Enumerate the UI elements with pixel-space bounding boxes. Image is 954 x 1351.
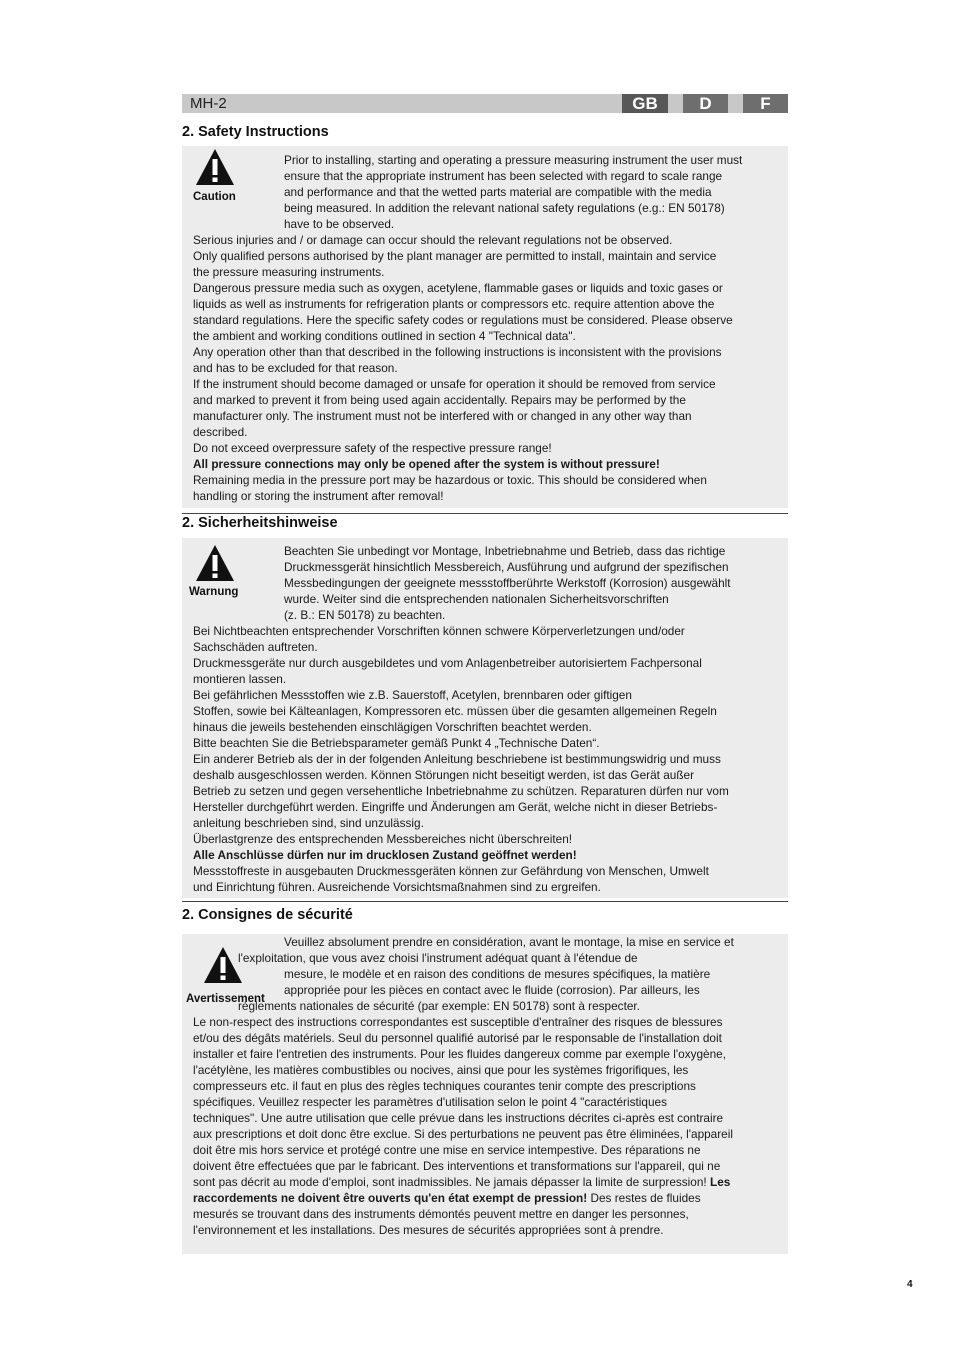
consignes-intro-3 [284, 966, 710, 998]
consignes-intro-2 [238, 950, 638, 966]
text-line: Any operation other than that described in the following instructions is inconsistent with the provisions [193, 345, 722, 359]
language-tab-f[interactable]: F [743, 94, 788, 113]
text-segment: sont pas décrit au mode d'emploi, sont inadmissibles. Ne jamais dépasser la limite de surpression! [193, 1175, 710, 1189]
text-line: Beachten Sie unbedingt vor Montage, Inbetriebnahme und Betrieb, dass das richtige [284, 544, 726, 558]
text-line: doivent être effectuées que par le fabricant. Des interventions et transformations sur l'appareil, qui ne [193, 1159, 721, 1173]
text-line: Bei Nichtbeachten entsprechender Vorschriften können schwere Körperverletzungen und/oder [193, 624, 685, 638]
text-line: aux prescriptions et doit donc être exclue. Si des perturbations ne peuvent pas être éliminées, l'appareil [193, 1127, 733, 1141]
bold-warning-line: Alle Anschlüsse dürfen nur im drucklosen Zustand geöffnet werden! [193, 848, 577, 862]
text-line: Messbedingungen der geeignete messstoffberührte Werkstoff (Korrosion) ausgewählt [284, 576, 731, 590]
mixed-text-line [193, 1174, 733, 1190]
text-line: (z. B.: EN 50178) zu beachten. [284, 608, 446, 622]
safety-body [193, 232, 733, 504]
text-line: montieren lassen. [193, 672, 287, 686]
text-line: and has to be excluded for that reason. [193, 361, 398, 375]
text-line: Stoffen, sowie bei Kälteanlagen, Kompressoren etc. müssen über die gesamten allgemeinen Regeln [193, 704, 717, 718]
text-line: Betrieb zu setzen und gegen versehentliche Inbetriebnahme zu schützen. Reparaturen dürfen nur vom [193, 784, 729, 798]
page-number: 4 [907, 1279, 913, 1290]
text-line: the pressure measuring instruments. [193, 265, 385, 279]
text-line: deshalb ausgeschlossen werden. Können Störungen nicht beseitigt werden, ist das Gerät außer [193, 768, 695, 782]
bold-warning-line: All pressure connections may only be opened after the system is without pressure! [193, 457, 660, 471]
language-tab-gb[interactable]: GB [622, 94, 668, 113]
text-line: l'environnement et les installations. Des mesures de sécurités appropriées sont à prendre. [193, 1223, 664, 1237]
text-line: Le non-respect des instructions correspondantes est susceptible d'entraîner des risques de blessures [193, 1015, 723, 1029]
text-line: the ambient and working conditions outlined in section 4 "Technical data". [193, 329, 576, 343]
section-title-sicherheitshinweise: 2. Sicherheitshinweise [182, 515, 338, 531]
text-line: mesurés se trouvant dans des instruments démontés peuvent mettre en danger les personnes, [193, 1207, 689, 1221]
text-line: Remaining media in the pressure port may be hazardous or toxic. This should be considered when [193, 473, 707, 487]
text-line: spécifiques. Veuillez respecter les paramètres d'utilisation selon le point 4 "caractéristiques [193, 1095, 667, 1109]
text-line: l'exploitation, que vous avez choisi l'instrument adéquat quant à l'étendue de [238, 951, 638, 965]
consignes-body [193, 1014, 733, 1238]
text-line: Bei gefährlichen Messstoffen wie z.B. Sauerstoff, Acetylen, brennbaren oder giftigen [193, 688, 632, 702]
text-line: If the instrument should become damaged or unsafe for operation it should be removed from service [193, 377, 716, 391]
section-divider [182, 901, 788, 902]
section-title-safety: 2. Safety Instructions [182, 124, 329, 140]
safety-intro [284, 152, 742, 232]
text-line: handling or storing the instrument after removal! [193, 489, 444, 503]
text-line: réglements nationales de sécurité (par exemple: EN 50178) sont à respecter. [238, 999, 640, 1013]
text-line: have to be observed. [284, 217, 395, 231]
text-line: Druckmessgeräte nur durch ausgebildetes und vom Anlagenbetreiber autorisiertem Fachpersonal [193, 656, 702, 670]
text-line: et/ou des dégâts matériels. Seul du personnel qualifié autorisé par le responsable de l'installation doit [193, 1031, 722, 1045]
mixed-text-line [193, 1190, 733, 1206]
language-tab-d[interactable]: D [683, 94, 728, 113]
text-line: and performance and that the wetted parts material are compatible with the media [284, 185, 712, 199]
text-line: wurde. Weiter sind die entsprechenden nationalen Sicherheitsvorschriften [284, 592, 669, 606]
text-line: hinaus die jeweils bestehenden einschlägigen Vorschriften beachtet werden. [193, 720, 592, 734]
text-line: being measured. In addition the relevant national safety regulations (e.g.: EN 50178) [284, 201, 725, 215]
text-line: manufacturer only. The instrument must not be interfered with or changed in any other way than [193, 409, 692, 423]
text-line: Hersteller durchgeführt werden. Eingriffe und Änderungen am Gerät, welche nicht in dieser Betriebs- [193, 800, 718, 814]
text-line: Prior to installing, starting and operating a pressure measuring instrument the user must [284, 153, 743, 167]
text-line: liquids as well as instruments for refrigeration plants or compressors etc. require attention above the [193, 297, 715, 311]
section-title-consignes: 2. Consignes de sécurité [182, 907, 353, 923]
text-line: Dangerous pressure media such as oxygen, acetylene, flammable gases or liquids and toxic gases or [193, 281, 723, 295]
text-line: compresseurs etc. il faut en plus des règles techniques courantes tenir compte des prescriptions [193, 1079, 696, 1093]
text-line: Only qualified persons authorised by the plant manager are permitted to install, maintain and service [193, 249, 717, 263]
text-line: und Einrichtung führen. Ausreichende Vorsichtsmaßnahmen sind zu ergreifen. [193, 880, 601, 894]
text-line: Überlastgrenze des entsprechenden Messbereiches nicht überschreiten! [193, 832, 573, 846]
text-line: Sachschäden auftreten. [193, 640, 318, 654]
text-line: and marked to prevent it from being used again accidentally. Repairs may be performed by the [193, 393, 686, 407]
sicherheit-intro [284, 543, 731, 623]
avertissement-label: Avertissement [186, 993, 265, 1005]
text-line: l'acétylène, les matières combustibles ou nocives, ainsi que pour les systèmes frigorifiques, les [193, 1063, 689, 1077]
text-line: Veuillez absolument prendre en considération, avant le montage, la mise en service et [284, 935, 734, 949]
text-line: Messstoffreste in ausgebauten Druckmessgeräten können zur Gefährdung von Menschen, Umwelt [193, 864, 709, 878]
text-segment: Des restes de fluides [587, 1191, 701, 1205]
text-line: anleitung beschrieben sind, sind unzulässig. [193, 816, 424, 830]
text-line: installer et faire l'entretien des instruments. Pour les fluides dangereux comme par exemple l'oxygène, [193, 1047, 727, 1061]
sicherheit-body [193, 623, 729, 895]
warning-triangle-icon [194, 543, 236, 583]
text-line: Serious injuries and / or damage can occur should the relevant regulations not be observed. [193, 233, 673, 247]
text-line: mesure, le modèle et en raison des conditions de mesures spécifiques, la matière [284, 967, 711, 981]
warnung-label: Warnung [189, 586, 239, 598]
consignes-intro-1 [284, 934, 734, 950]
text-line: standard regulations. Here the specific safety codes or regulations must be considered. Please observe [193, 313, 733, 327]
bold-text-segment: raccordements ne doivent être ouverts qu'en état exempt de pression! [193, 1191, 588, 1205]
caution-label: Caution [193, 191, 236, 203]
text-line: Druckmessgerät hinsichtlich Messbereich, Ausführung und aufgrund der spezifischen [284, 560, 729, 574]
text-line: appropriée pour les pièces en contact avec le fluide (corrosion). Par ailleurs, les [284, 983, 700, 997]
text-line: doit être mis hors service et protégé contre une mise en service intempestive. Des réparations ne [193, 1143, 701, 1157]
warning-triangle-icon [194, 147, 236, 187]
text-line: ensure that the appropriate instrument has been selected with regard to scale range [284, 169, 723, 183]
text-line: Do not exceed overpressure safety of the respective pressure range! [193, 441, 552, 455]
header-bar [182, 94, 788, 113]
model-name: MH-2 [190, 95, 227, 112]
bold-text-segment: Les [709, 1175, 731, 1189]
text-line: techniques". Une autre utilisation que celle prévue dans les instructions décrites ci-après est contraire [193, 1111, 724, 1125]
text-line: described. [193, 425, 248, 439]
section-divider [182, 513, 788, 514]
text-line: Bitte beachten Sie die Betriebsparameter gemäß Punkt 4 „Technische Daten“. [193, 736, 600, 750]
text-line: Ein anderer Betrieb als der in der folgenden Anleitung beschriebene ist bestimmungswidrig und muss [193, 752, 721, 766]
consignes-intro-4 [238, 998, 640, 1014]
